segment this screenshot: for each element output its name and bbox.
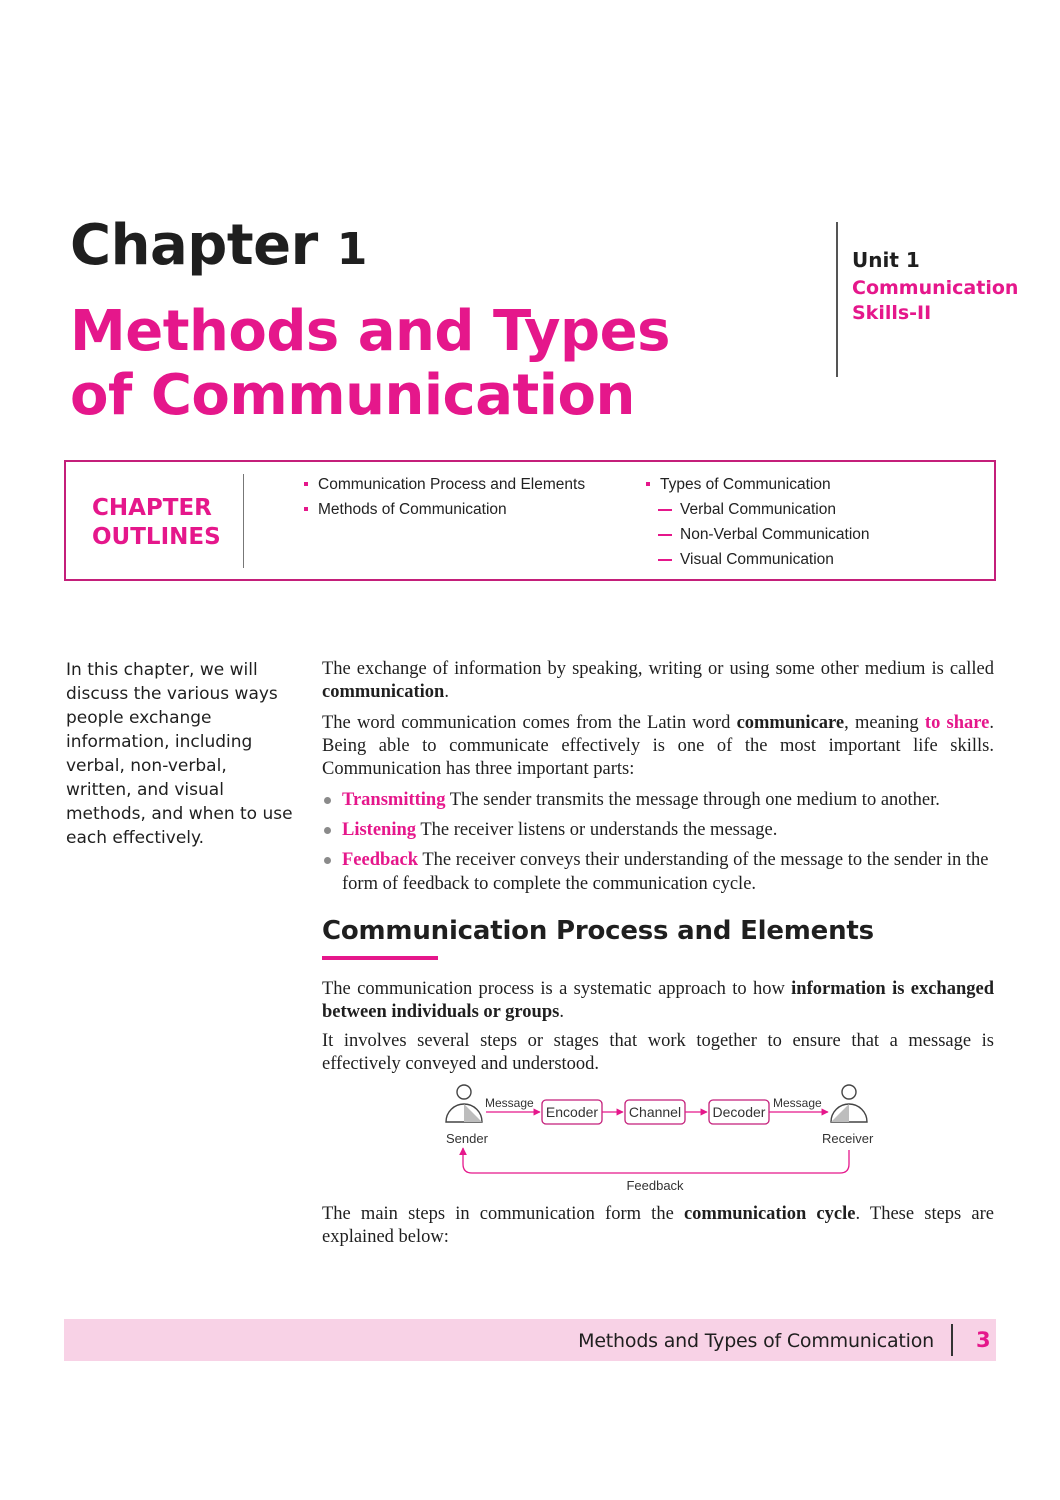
list-item-label: Non-Verbal Communication (680, 526, 870, 543)
footer-title: Methods and Types of Communication (578, 1330, 934, 1352)
list-subitem (644, 547, 870, 572)
list-item (644, 472, 870, 497)
list-item (302, 472, 585, 497)
bold-term: information is exchanged between individuals or groups (322, 979, 995, 1022)
chapter-label (70, 213, 367, 278)
list-item-label: Verbal Communication (680, 501, 836, 518)
square-bullet-icon (304, 507, 308, 511)
feedback-label: Feedback (626, 1178, 684, 1193)
receiver-person-icon (831, 1085, 867, 1122)
list-item (322, 818, 994, 842)
intro-paragraph-2 (322, 712, 994, 781)
page-number: 3 (976, 1328, 991, 1352)
list-subitem (644, 522, 870, 547)
text: The word communication comes from the Latin word (322, 713, 737, 733)
chapter-number: 1 (336, 224, 367, 275)
section-paragraph-3 (322, 1203, 994, 1249)
list-item-label: Visual Communication (680, 551, 834, 568)
unit-divider (836, 222, 838, 377)
term: Transmitting (342, 790, 446, 810)
list-item (302, 497, 585, 522)
unit-label: Unit 1 (852, 248, 920, 272)
list-subitem (644, 497, 870, 522)
text: . (559, 1002, 564, 1022)
section-paragraph-2: It involves several steps or stages that work together to ensure that a message is effectively conveyed and understood. (322, 1031, 994, 1074)
communication-parts-list (322, 788, 994, 902)
sender-label: Sender (446, 1131, 488, 1146)
message-right-label: Message (773, 1096, 822, 1110)
text: The sender transmits the message through one medium to another. (445, 790, 940, 810)
intro-paragraph-1 (322, 658, 994, 704)
term: Feedback (342, 850, 419, 870)
outlines-column-1 (302, 472, 585, 522)
bold-term: communication (322, 682, 445, 702)
footer-divider (951, 1324, 953, 1356)
text: , meaning (844, 713, 925, 733)
decoder-label: Decoder (712, 1104, 766, 1120)
message-left-label: Message (485, 1096, 534, 1110)
outlines-heading (92, 494, 221, 552)
bold-term: communication cycle (683, 1204, 856, 1224)
outlines-heading-line1: CHAPTER (92, 495, 212, 521)
list-item-label: Communication Process and Elements (318, 476, 586, 493)
unit-name-line1: Communication (852, 277, 1019, 299)
bullet-dot-icon (324, 827, 331, 834)
unit-name (852, 276, 1022, 326)
outlines-column-2 (644, 472, 870, 572)
list-item (322, 848, 994, 896)
section-paragraph-1 (322, 978, 994, 1024)
square-bullet-icon (304, 482, 308, 486)
chapter-sidenote: In this chapter, we will discuss the various ways people exchange information, including verbal, non-verbal, written, and visual methods, and when to use each effectively. (66, 660, 293, 848)
text: The communication process is a systematic approach to how (322, 979, 792, 999)
dash-bullet-icon (658, 509, 672, 511)
list-item-label: Methods of Communication (318, 501, 507, 518)
text: The receiver conveys their understanding of the message to the sender in the form of feedback to complete the communication cycle. (342, 850, 989, 894)
outlines-divider (243, 474, 244, 568)
text: . These steps are explained below: (322, 1204, 994, 1247)
receiver-label: Receiver (822, 1131, 874, 1146)
section-underline (322, 956, 438, 960)
dash-bullet-icon (658, 534, 672, 536)
bullet-dot-icon (324, 857, 331, 864)
bullet-dot-icon (324, 797, 331, 804)
sender-person-icon (446, 1085, 482, 1122)
outlines-heading-line2: OUTLINES (92, 524, 221, 550)
encoder-label: Encoder (545, 1104, 599, 1120)
text: . (444, 682, 449, 702)
text: The main steps in communication form the (322, 1204, 684, 1224)
channel-label: Channel (628, 1104, 682, 1120)
text: The exchange of information by speaking, writing or using some other medium is called (322, 659, 994, 679)
square-bullet-icon (646, 482, 650, 486)
communication-cycle-diagram (430, 1076, 890, 1196)
unit-name-line2: Skills-II (852, 302, 932, 324)
section-heading: Communication Process and Elements (322, 916, 874, 946)
highlight-term: to share (924, 713, 990, 733)
term: Listening (342, 820, 417, 840)
text: . Being able to communicate effectively is one of the most important life skills. Communication has three important parts: (322, 713, 994, 779)
chapter-word: Chapter (70, 213, 318, 278)
chapter-outlines-box (64, 460, 996, 581)
chapter-title (70, 300, 770, 428)
list-item-label: Types of Communication (660, 476, 831, 493)
text: The receiver listens or understands the message. (416, 820, 778, 840)
bold-term: communicare (736, 713, 845, 733)
chapter-title-line2: of Communication (70, 363, 635, 428)
dash-bullet-icon (658, 559, 672, 561)
chapter-title-line1: Methods and Types (70, 299, 670, 364)
list-item (322, 788, 994, 812)
feedback-loop-arrow (463, 1148, 849, 1173)
